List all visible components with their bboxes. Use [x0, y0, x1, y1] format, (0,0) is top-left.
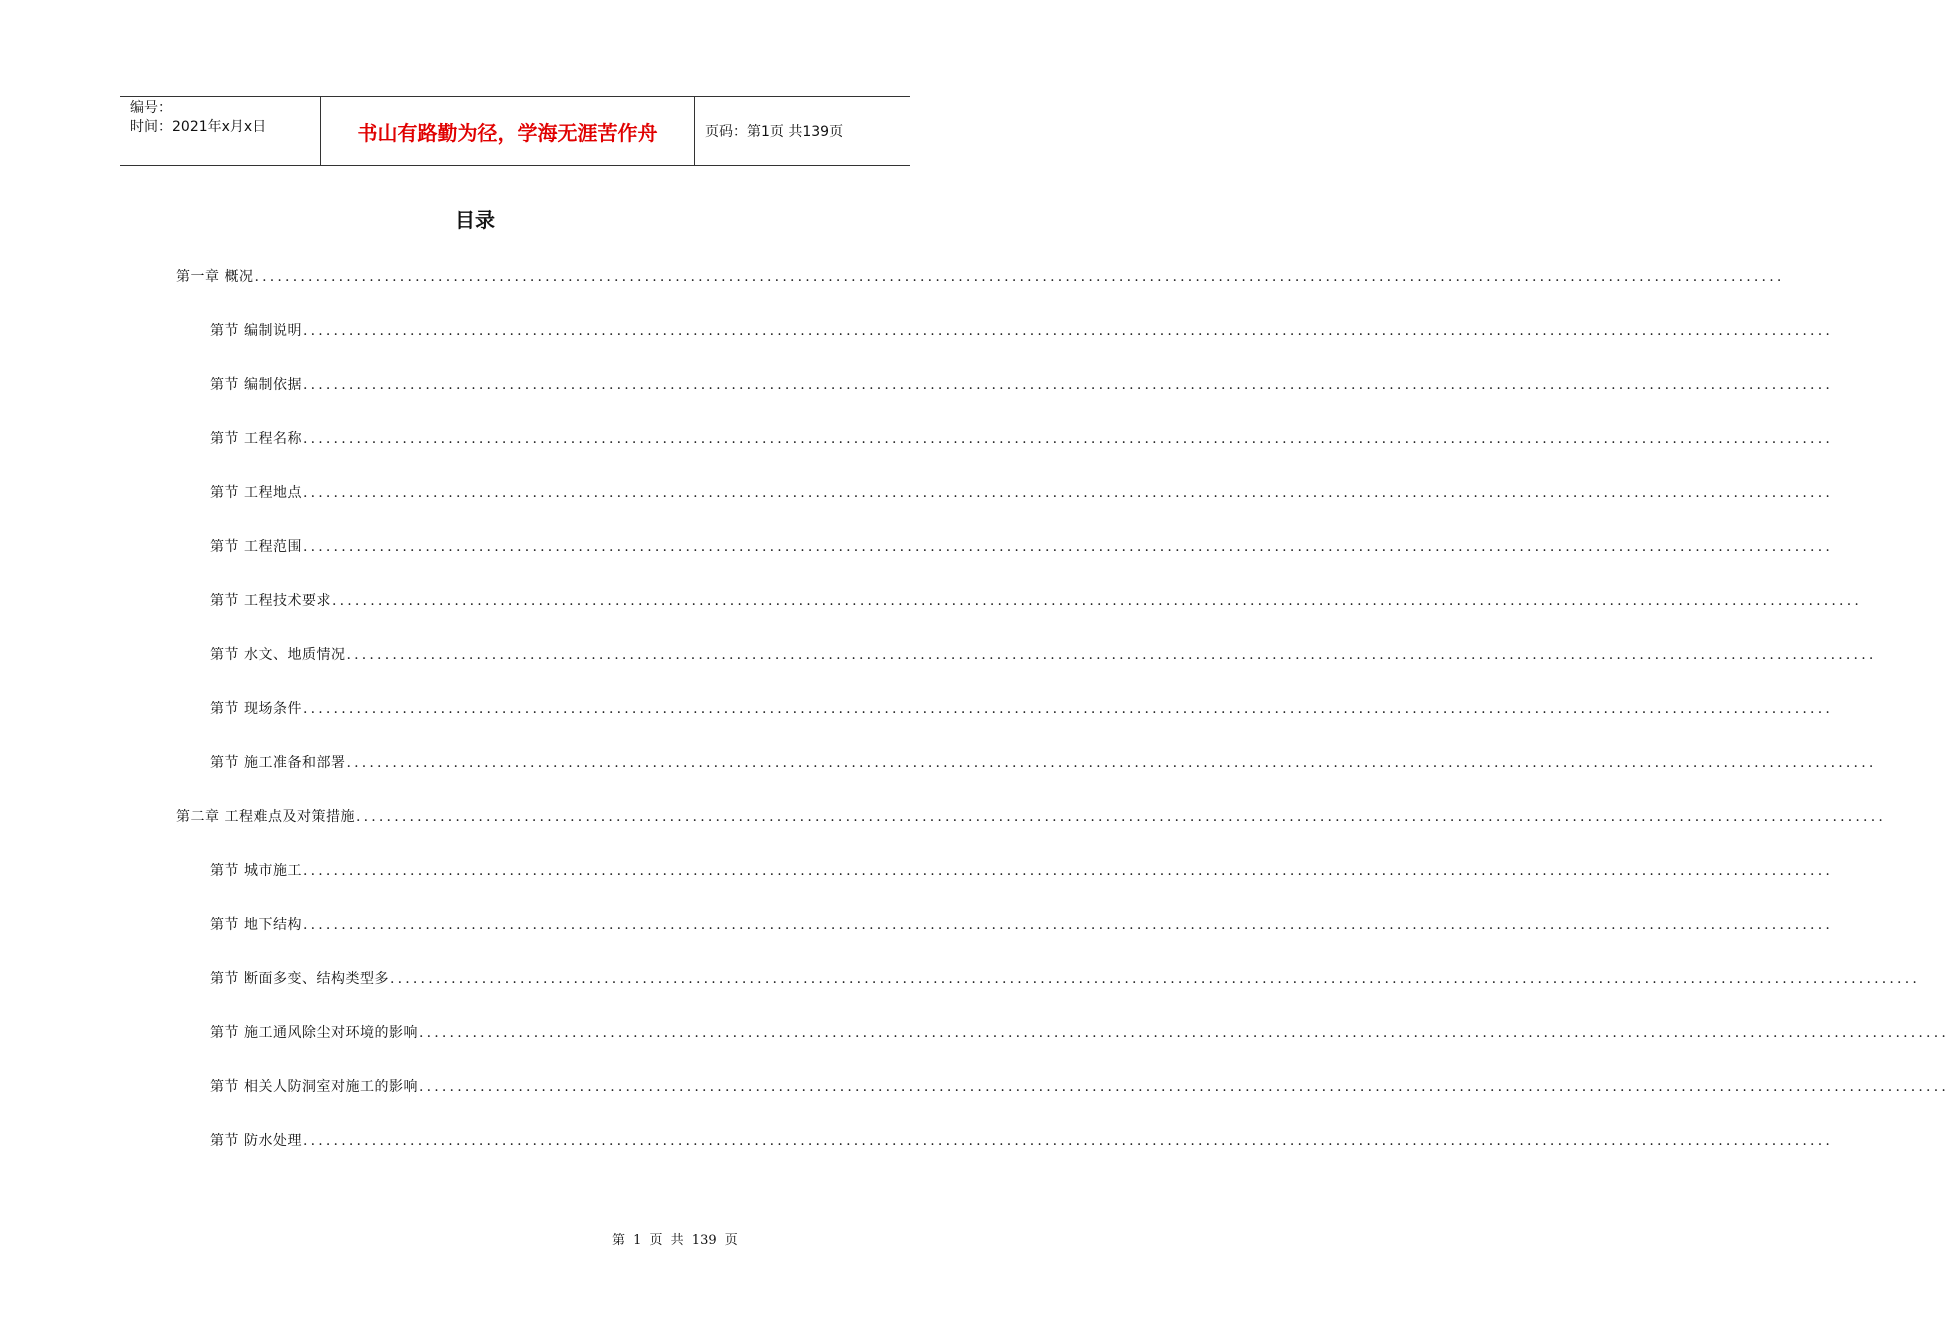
toc-entry-label: 第一章 概况 [176, 269, 254, 285]
toc-entry-label: 第节 断面多变、结构类型多 [210, 971, 389, 987]
toc-leader-dots: ........................................................................................................................................................................................................ [389, 971, 1920, 987]
toc-section-entry[interactable] [210, 1072, 1949, 1096]
toc-leader-dots: ........................................................................................................................................................................................................ [302, 1133, 1833, 1149]
toc-entry-label: 第节 现场条件 [210, 701, 302, 717]
toc-entry-label: 第二章 工程难点及对策措施 [176, 809, 355, 825]
toc-section-entry[interactable] [210, 478, 1833, 502]
toc-section-entry[interactable] [210, 370, 1833, 394]
page-header [120, 96, 910, 166]
toc-entry-label: 第节 相关人防洞室对施工的影响 [210, 1079, 418, 1095]
document-number-label: 编号： [130, 100, 172, 116]
toc-entry-label: 第节 防水处理 [210, 1133, 302, 1149]
toc-leader-dots: ........................................................................................................................................................................................................ [254, 269, 1785, 285]
document-time-label: 时间：2021年x月x日 [130, 119, 267, 135]
toc-leader-dots: ........................................................................................................................................................................................................ [418, 1079, 1949, 1095]
toc-leader-dots: ........................................................................................................................................................................................................ [355, 809, 1886, 825]
toc-section-entry[interactable] [210, 964, 1920, 988]
toc-leader-dots: ........................................................................................................................................................................................................ [302, 485, 1833, 501]
toc-entry-label: 第节 地下结构 [210, 917, 302, 933]
toc-section-entry[interactable] [210, 316, 1833, 340]
toc-chapter-entry[interactable] [176, 802, 1886, 826]
header-meta [120, 97, 321, 165]
toc-entry-label: 第节 工程名称 [210, 431, 302, 447]
toc-entry-label: 第节 编制说明 [210, 323, 302, 339]
toc-section-entry[interactable] [210, 1126, 1833, 1150]
toc-section-entry[interactable] [210, 586, 1862, 610]
toc-entry-label: 第节 施工通风除尘对环境的影响 [210, 1025, 418, 1041]
toc-section-entry[interactable] [210, 532, 1833, 556]
toc-leader-dots: ........................................................................................................................................................................................................ [302, 377, 1833, 393]
toc-section-entry[interactable] [210, 640, 1877, 664]
toc-entry-label: 第节 施工准备和部署 [210, 755, 346, 771]
toc-section-entry[interactable] [210, 1018, 1949, 1042]
toc-leader-dots: ........................................................................................................................................................................................................ [302, 323, 1833, 339]
toc-entry-label: 第节 工程技术要求 [210, 593, 331, 609]
toc-leader-dots: ........................................................................................................................................................................................................ [418, 1025, 1949, 1041]
toc-section-entry[interactable] [210, 748, 1877, 772]
toc-leader-dots: ........................................................................................................................................................................................................ [302, 701, 1833, 717]
header-page-label: 页码：第1页 共139页 [705, 124, 844, 140]
header-motto: 书山有路勤为径，学海无涯苦作舟 [321, 97, 695, 165]
toc-leader-dots: ........................................................................................................................................................................................................ [346, 647, 1877, 663]
toc-entry-label: 第节 水文、地质情况 [210, 647, 346, 663]
page-footer: 第 1 页 共 139 页 [612, 1233, 738, 1248]
toc-section-entry[interactable] [210, 856, 1833, 880]
toc-entry-label: 第节 编制依据 [210, 377, 302, 393]
page-title: 目录 [455, 208, 495, 232]
toc-leader-dots: ........................................................................................................................................................................................................ [302, 539, 1833, 555]
toc-leader-dots: ........................................................................................................................................................................................................ [302, 431, 1833, 447]
toc-leader-dots: ........................................................................................................................................................................................................ [302, 863, 1833, 879]
toc-leader-dots: ........................................................................................................................................................................................................ [302, 917, 1833, 933]
toc-entry-label: 第节 工程地点 [210, 485, 302, 501]
toc-section-entry[interactable] [210, 910, 1833, 934]
toc-leader-dots: ........................................................................................................................................................................................................ [346, 755, 1877, 771]
toc-leader-dots: ........................................................................................................................................................................................................ [331, 593, 1862, 609]
toc-entry-label: 第节 城市施工 [210, 863, 302, 879]
toc-section-entry[interactable] [210, 694, 1833, 718]
toc-section-entry[interactable] [210, 424, 1833, 448]
toc-entry-label: 第节 工程范围 [210, 539, 302, 555]
toc-chapter-entry[interactable] [176, 262, 1785, 286]
